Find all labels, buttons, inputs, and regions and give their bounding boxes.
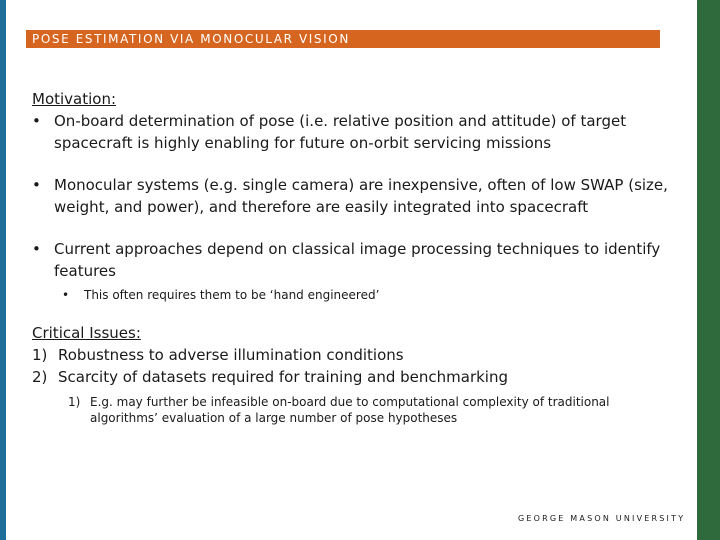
bullet-text: Monocular systems (e.g. single camera) are inexpensive, often of low SWAP (size, weight, and power), and therefore are easily integrated into spacecraft bbox=[54, 176, 668, 216]
issue-sub-number: 1) bbox=[68, 395, 81, 409]
bullet-marker: • bbox=[32, 176, 41, 194]
sub-bullet-marker: • bbox=[62, 288, 70, 302]
slide-content bbox=[32, 88, 672, 426]
left-accent-stripe bbox=[0, 0, 6, 540]
issue-sub-item bbox=[68, 394, 672, 426]
critical-issues-heading: Critical Issues: bbox=[32, 324, 141, 342]
sub-bullet-text: This often requires them to be ‘hand engineered’ bbox=[84, 288, 380, 302]
motivation-sub-bullet bbox=[62, 286, 672, 304]
motivation-bullet-1 bbox=[32, 110, 672, 154]
bullet-marker: • bbox=[32, 240, 41, 258]
issue-item-2 bbox=[32, 366, 672, 388]
issue-text: Scarcity of datasets required for training and benchmarking bbox=[58, 368, 508, 386]
right-accent-stripe bbox=[697, 0, 720, 540]
motivation-bullet-2 bbox=[32, 174, 672, 218]
issue-number: 1) bbox=[32, 346, 48, 364]
motivation-heading: Motivation: bbox=[32, 90, 117, 108]
bullet-text: On-board determination of pose (i.e. relative position and attitude) of target spacecraft is highly enabling for future on-orbit servicing missions bbox=[54, 112, 627, 152]
issue-text: Robustness to adverse illumination conditions bbox=[58, 346, 404, 364]
issue-number: 2) bbox=[32, 368, 48, 386]
motivation-bullet-3 bbox=[32, 238, 672, 282]
issue-sub-text: E.g. may further be infeasible on-board due to computational complexity of traditional algorithms’ evaluation of a large number of pose hypotheses bbox=[90, 395, 610, 425]
slide-title: POSE ESTIMATION VIA MONOCULAR VISION bbox=[26, 30, 660, 48]
university-footer: GEORGE MASON UNIVERSITY bbox=[518, 514, 686, 523]
bullet-text: Current approaches depend on classical image processing techniques to identify features bbox=[54, 240, 661, 280]
bullet-marker: • bbox=[32, 112, 41, 130]
issue-item-1 bbox=[32, 344, 672, 366]
